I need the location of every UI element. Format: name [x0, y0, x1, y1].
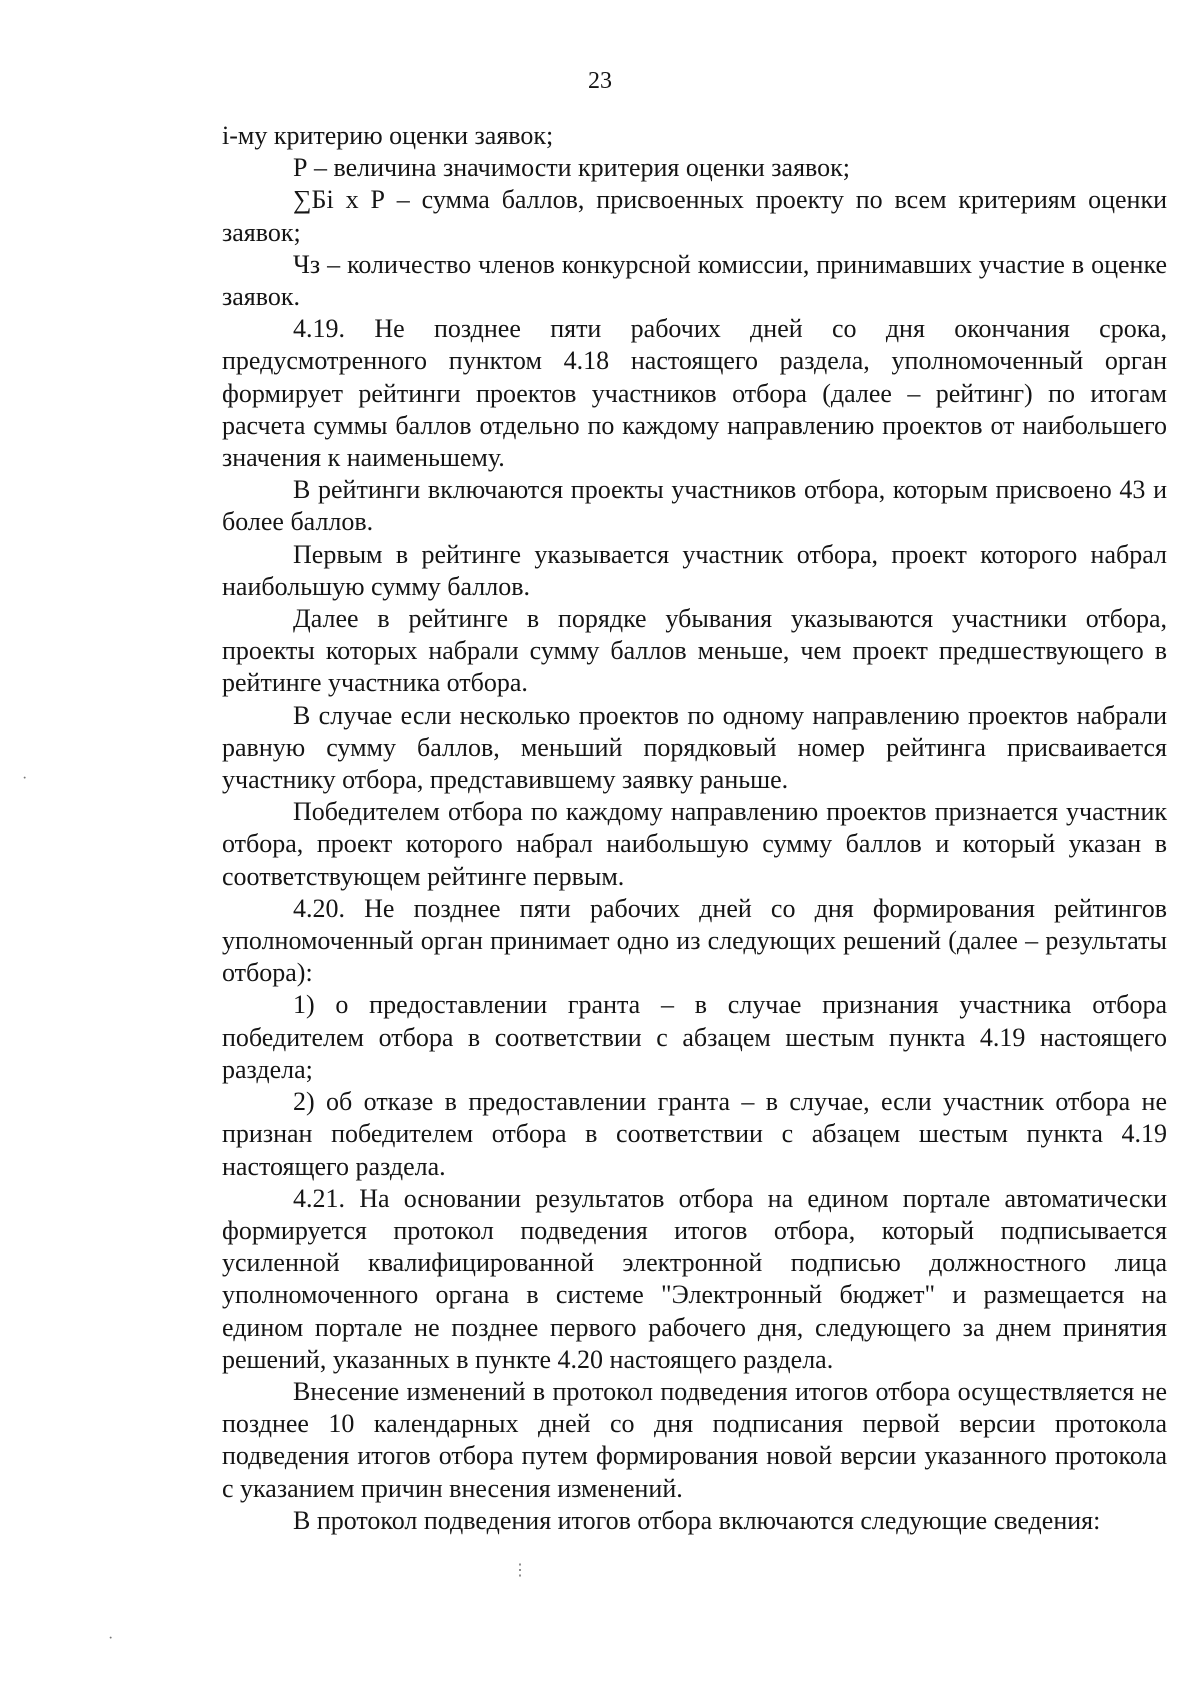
document-body	[222, 120, 1167, 1537]
scan-speck: ·	[108, 1630, 114, 1647]
paragraph-5: 4.19. Не позднее пяти рабочих дней со дня окончания срока, предусмотренного пунктом 4.18 настоящего раздела, уполномоченный орган формирует рейтинги проектов участников отбора (далее – рейтинг) по итогам расчета суммы баллов отдельно по каждому направлению проектов от наибольшего значения к наименьшему.	[222, 314, 1167, 473]
paragraph-4: Чз – количество членов конкурсной комиссии, принимавших участие в оценке заявок.	[222, 249, 1167, 312]
paragraph-2: Р – величина значимости критерия оценки заявок;	[293, 153, 851, 183]
paragraph-7: Первым в рейтинге указывается участник отбора, проект которого набрал наибольшую сумму баллов.	[222, 539, 1167, 601]
paragraph-15: Внесение изменений в протокол подведения итогов отбора осуществляется не позднее 10 календарных дней со дня подписания первой версии протокола подведения итогов отбора путем формирования новой версии указанного протокола с указанием причин внесения изменений.	[222, 1376, 1167, 1503]
paragraph-9: В случае если несколько проектов по одному направлению проектов набрали равную сумму баллов, меньший порядковый номер рейтинга присваивается участнику отбора, представившему заявку раньше.	[222, 700, 1167, 795]
scan-speck: ·	[22, 770, 28, 787]
paragraph-13: 2) об отказе в предоставлении гранта – в случае, если участник отбора не признан победителем отбора в соответствии с абзацем шестым пункта 4.19 настоящего раздела.	[222, 1087, 1167, 1181]
paragraph-1: i-му критерию оценки заявок;	[222, 121, 554, 150]
page-number: 23	[588, 68, 612, 94]
paragraph-11: 4.20. Не позднее пяти рабочих дней со дня формирования рейтингов уполномоченный орган принимает одно из следующих решений (далее – результаты отбора):	[222, 893, 1167, 988]
paragraph-6: В рейтинги включаются проекты участников отбора, которым присвоено 43 и более баллов.	[222, 475, 1167, 537]
paragraph-14: 4.21. На основании результатов отбора на едином портале автоматически формируется протокол подведения итогов отбора, который подписывается усиленной квалифицированной электронной подписью должностного лица уполномоченного органа в системе "Электронный бюджет" и размещается на едином портале не позднее первого рабочего дня, следующего за днем принятия решений, указанных в пункте 4.20 настоящего раздела.	[222, 1183, 1167, 1374]
scan-speck: ⋮	[512, 1562, 528, 1579]
paragraph-16: В протокол подведения итогов отбора включаются следующие сведения:	[293, 1505, 1101, 1535]
paragraph-12: 1) о предоставлении гранта – в случае признания участника отбора победителем отбора в соответствии с абзацем шестым пункта 4.19 настоящего раздела;	[222, 990, 1167, 1084]
paragraph-10: Победителем отбора по каждому направлению проектов признается участник отбора, проект которого набрал наибольшую сумму баллов и который указан в соответствующем рейтинге первым.	[222, 797, 1167, 891]
paragraph-3: ∑Бi х Р – сумма баллов, присвоенных проекту по всем критериям оценки заявок;	[222, 185, 1167, 247]
paragraph-8: Далее в рейтинге в порядке убывания указываются участники отбора, проекты которых набрали сумму баллов меньше, чем проект предшествующего в рейтинге участника отбора.	[222, 604, 1167, 698]
